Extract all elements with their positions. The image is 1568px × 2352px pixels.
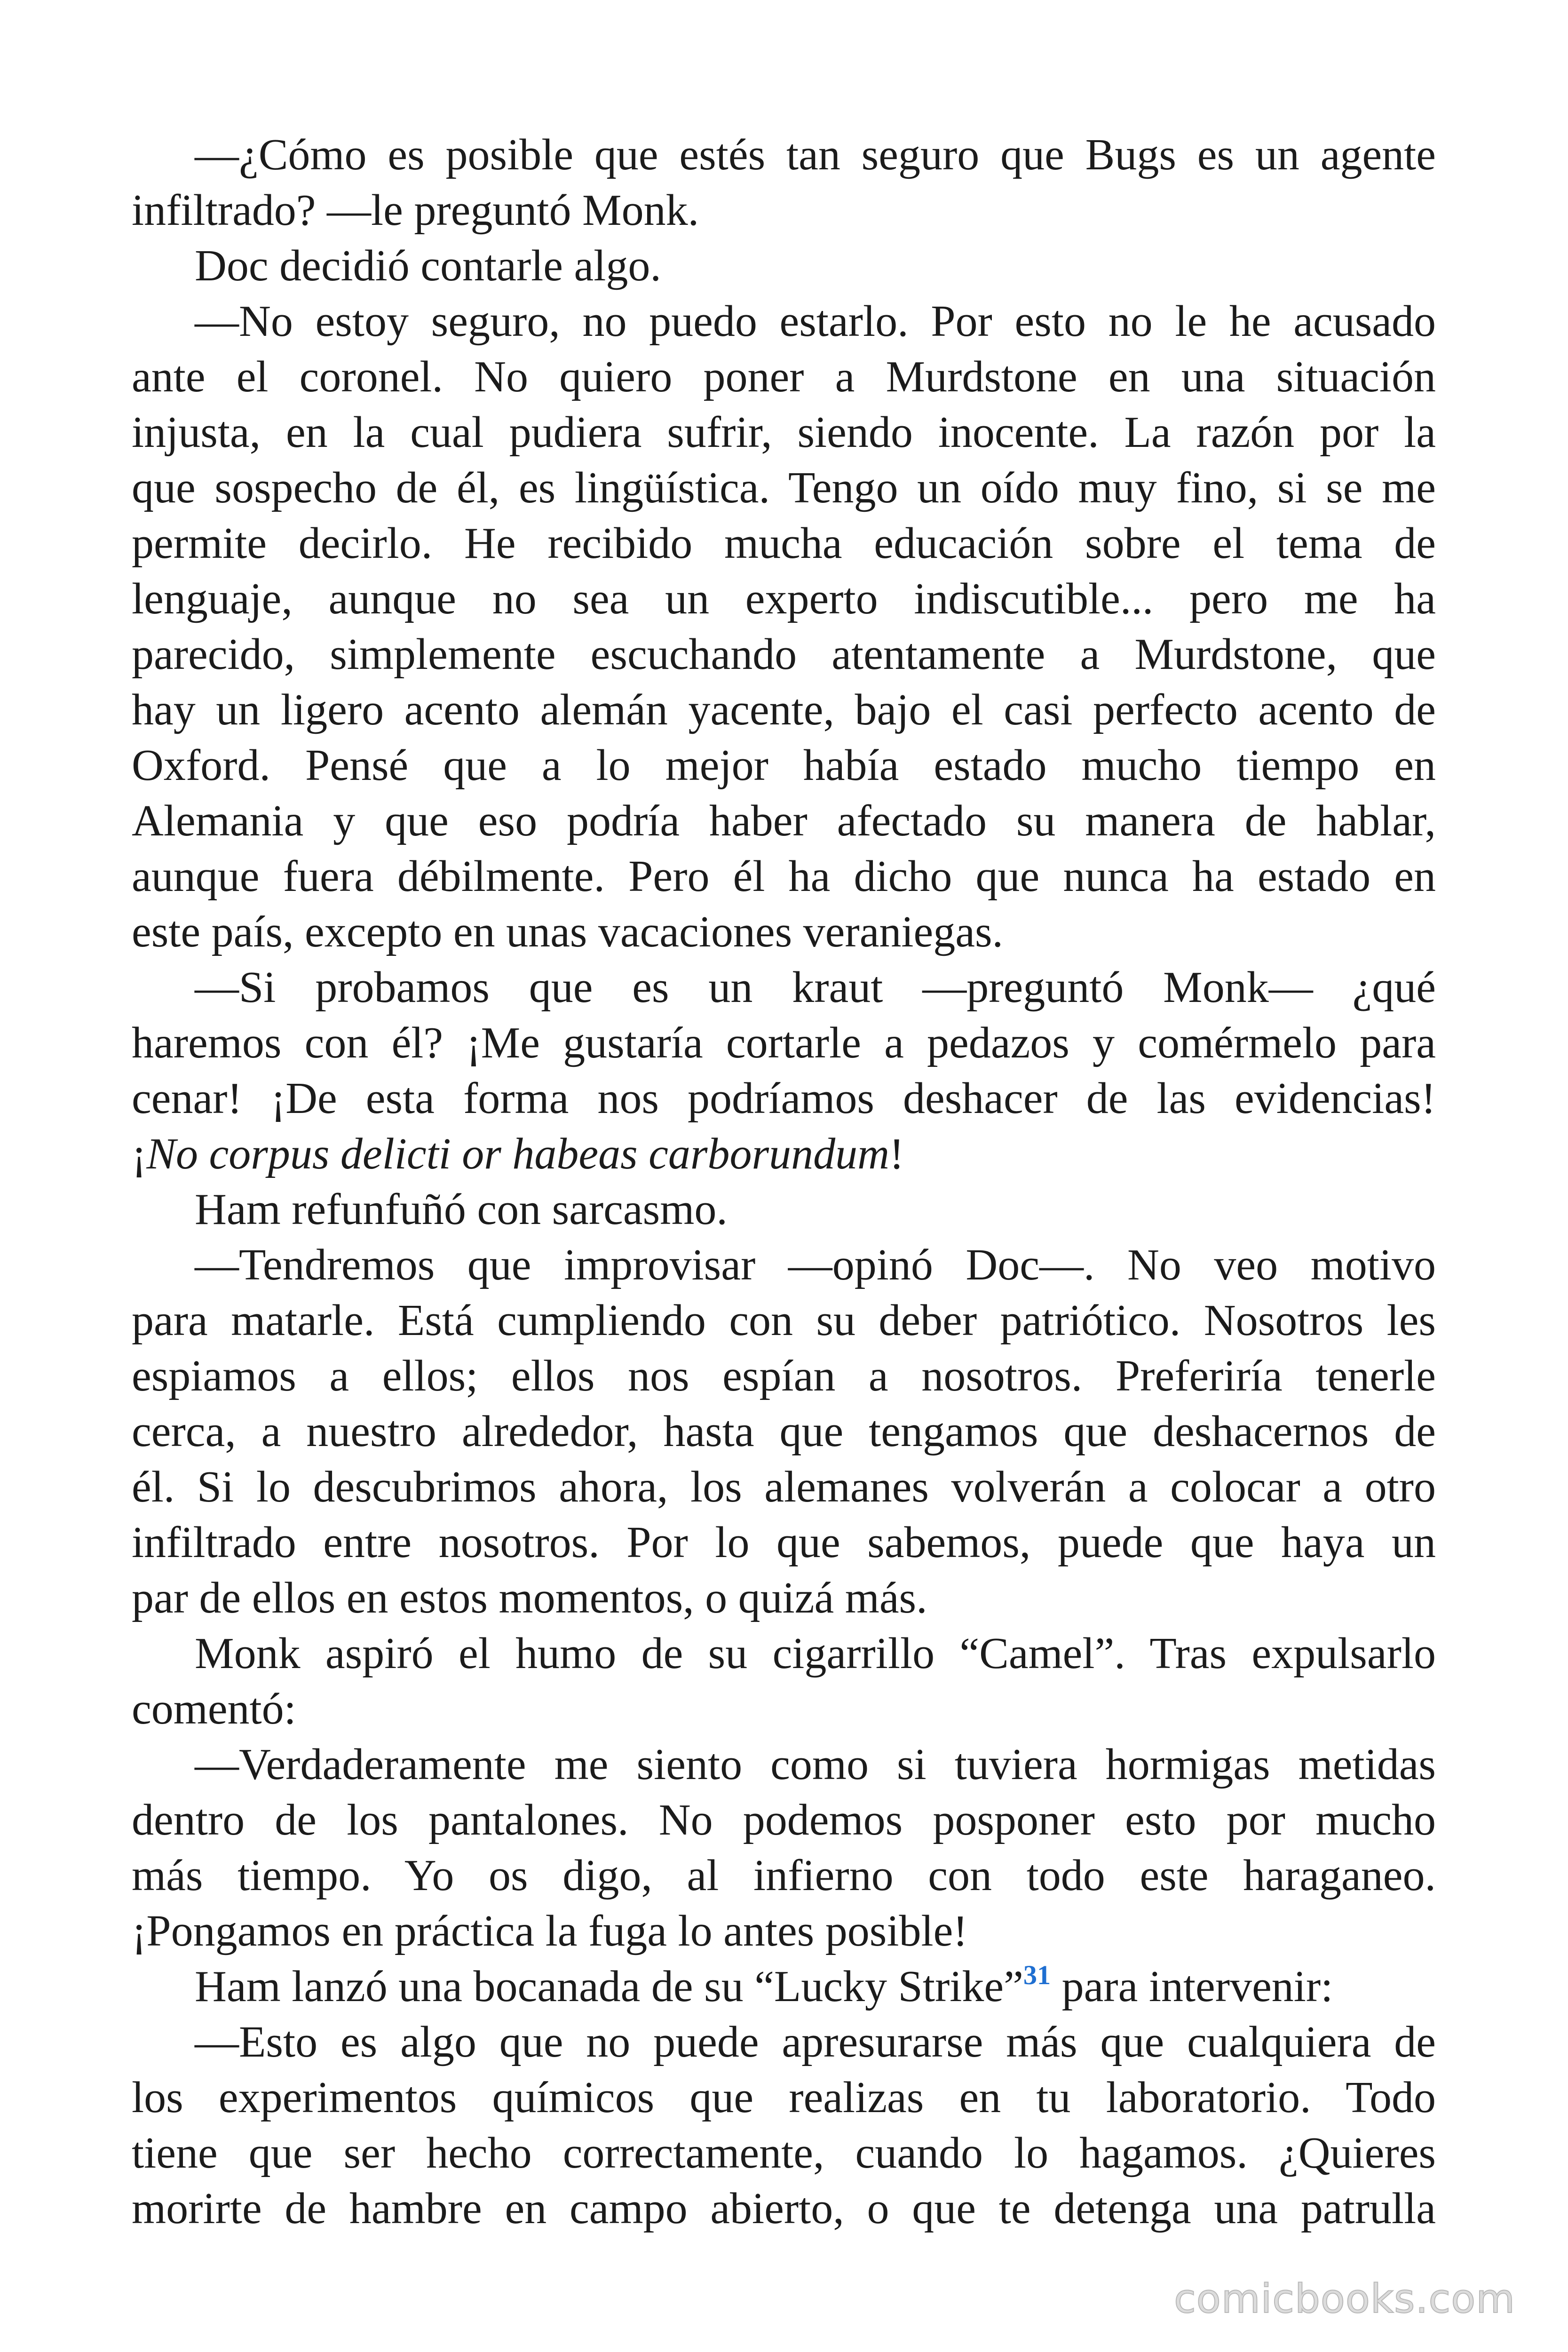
text-line: hay un ligero acento alemán yacente, bajo el casi perfecto acento de xyxy=(132,685,1436,734)
text-line: dentro de los pantalones. No podemos posponer esto por mucho xyxy=(132,1796,1436,1844)
text-line: infiltrado entre nosotros. Por lo que sabemos, puede que haya un xyxy=(132,1518,1436,1567)
text-line: espiamos a ellos; ellos nos espían a nosotros. Preferiría tenerle xyxy=(132,1351,1436,1400)
text-segment: ¡ xyxy=(132,1129,147,1178)
text-line: ¡Pongamos en práctica la fuga lo antes posible! xyxy=(132,1907,968,1955)
paragraph xyxy=(132,294,1436,960)
paragraph xyxy=(132,1737,1436,1959)
text-line: —Verdaderamente me siento como si tuviera hormigas metidas xyxy=(195,1740,1436,1789)
watermark: comicbooks.com xyxy=(1174,2276,1515,2322)
text-line: —¿Cómo es posible que estés tan seguro que Bugs es un agente xyxy=(195,130,1436,179)
text-line: —Tendremos que improvisar —opinó Doc—. No veo motivo xyxy=(195,1240,1436,1289)
text-line: Monk aspiró el humo de su cigarrillo “Camel”. Tras expulsarlo xyxy=(195,1629,1436,1678)
text-line: Ham refunfuñó con sarcasmo. xyxy=(195,1185,728,1234)
text-line: infiltrado? —le preguntó Monk. xyxy=(132,186,699,235)
italic-phrase: No corpus delicti or habeas carborundum xyxy=(146,1129,889,1178)
text-segment: ! xyxy=(889,1129,904,1178)
text-line: Oxford. Pensé que a lo mejor había estado mucho tiempo en xyxy=(132,741,1436,790)
text-line: par de ellos en estos momentos, o quizá más. xyxy=(132,1573,927,1622)
text-line: —Si probamos que es un kraut —preguntó Monk— ¿qué xyxy=(195,963,1436,1012)
text-line: lenguaje, aunque no sea un experto indiscutible... pero me ha xyxy=(132,574,1436,623)
paragraph xyxy=(132,127,1436,238)
text-segment: Ham lanzó una bocanada de su “Lucky Strike” xyxy=(195,1962,1023,2011)
body-text xyxy=(132,127,1436,2236)
text-line: permite decirlo. He recibido mucha educación sobre el tema de xyxy=(132,519,1436,568)
text-line: comentó: xyxy=(132,1685,296,1733)
text-line: cenar! ¡De esta forma nos podríamos deshacer de las evidencias! xyxy=(132,1074,1436,1123)
text-line: Doc decidió contarle algo. xyxy=(195,241,661,290)
text-line: para matarle. Está cumpliendo con su deber patriótico. Nosotros les xyxy=(132,1296,1436,1345)
paragraph xyxy=(132,1959,1436,2014)
text-line: ante el coronel. No quiero poner a Murdstone en una situación xyxy=(132,352,1436,401)
text-line: haremos con él? ¡Me gustaría cortarle a pedazos y comérmelo para xyxy=(132,1018,1436,1067)
text-segment: para intervenir: xyxy=(1051,1962,1333,2011)
text-line: injusta, en la cual pudiera sufrir, siendo inocente. La razón por la xyxy=(132,408,1436,457)
text-line: —No estoy seguro, no puedo estarlo. Por esto no le he acusado xyxy=(195,297,1436,346)
text-line: parecido, simplemente escuchando atentamente a Murdstone, que xyxy=(132,630,1436,679)
text-line xyxy=(132,1959,1436,2014)
text-line: más tiempo. Yo os digo, al infierno con todo este haraganeo. xyxy=(132,1851,1436,1900)
text-line: aunque fuera débilmente. Pero él ha dicho que nunca ha estado en xyxy=(132,852,1436,901)
footnote-ref-link[interactable]: 31 xyxy=(1023,1959,1051,1990)
text-line: tiene que ser hecho correctamente, cuando lo hagamos. ¿Quieres xyxy=(132,2129,1436,2177)
text-line xyxy=(132,1126,1436,1182)
text-line: Alemania y que eso podría haber afectado su manera de hablar, xyxy=(132,796,1436,845)
text-line: este país, excepto en unas vacaciones veraniegas. xyxy=(132,907,1004,956)
paragraph xyxy=(132,1182,1436,1237)
text-line: los experimentos químicos que realizas en tu laboratorio. Todo xyxy=(132,2073,1436,2122)
text-line: —Esto es algo que no puede apresurarse más que cualquiera de xyxy=(195,2018,1436,2066)
text-line: él. Si lo descubrimos ahora, los alemanes volverán a colocar a otro xyxy=(132,1462,1436,1511)
text-line: que sospecho de él, es lingüística. Tengo un oído muy fino, si se me xyxy=(132,463,1436,512)
text-line: cerca, a nuestro alrededor, hasta que tengamos que deshacernos de xyxy=(132,1407,1436,1456)
paragraph xyxy=(132,1237,1436,1626)
paragraph xyxy=(132,238,1436,294)
paragraph xyxy=(132,2014,1436,2236)
text-line: morirte de hambre en campo abierto, o que te detenga una patrulla xyxy=(132,2184,1436,2233)
paragraph xyxy=(132,960,1436,1182)
paragraph xyxy=(132,1626,1436,1737)
